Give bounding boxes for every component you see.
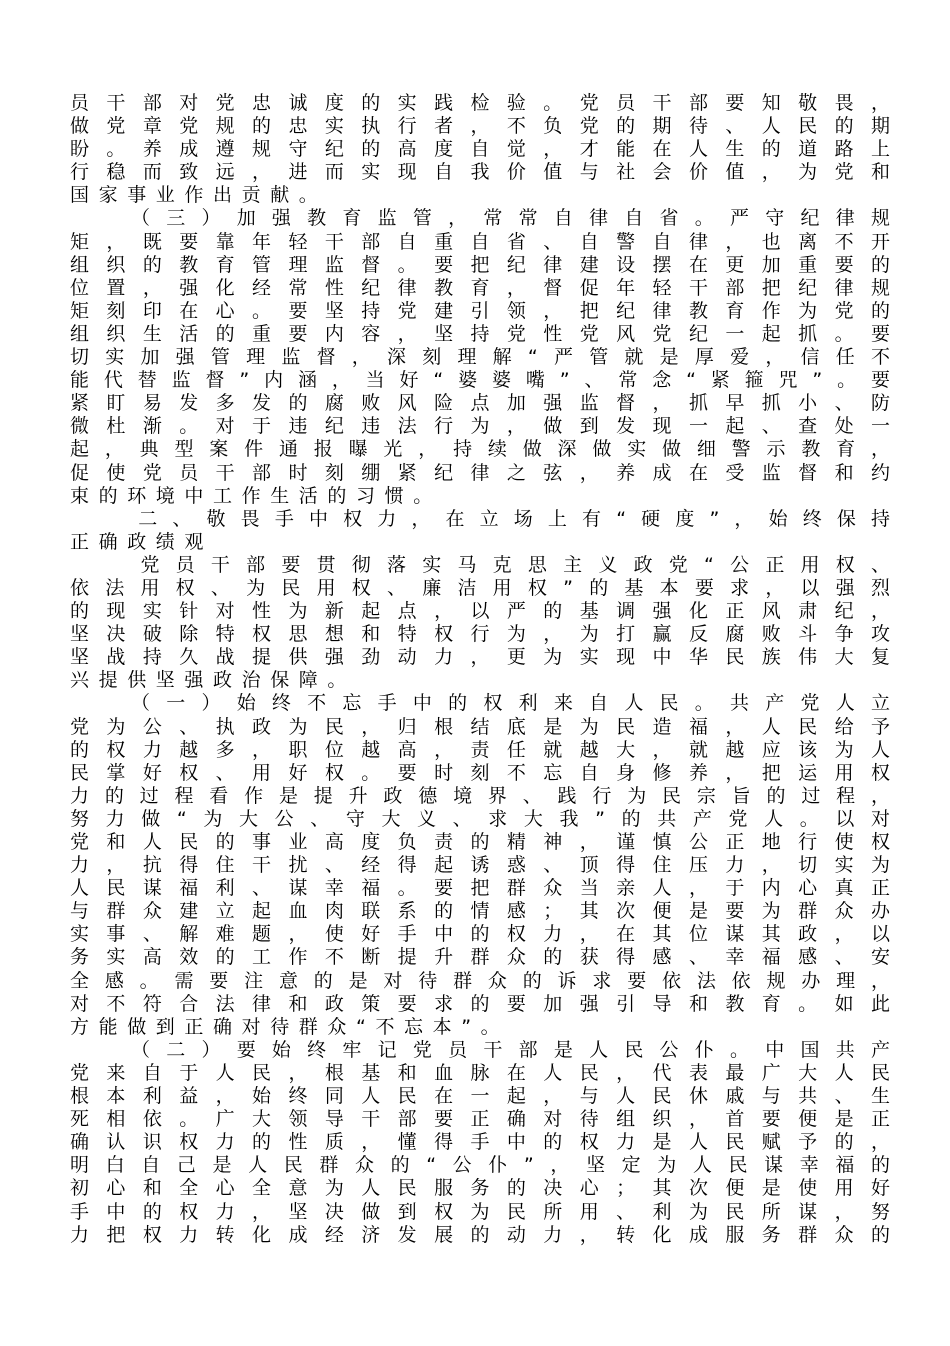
text-line: 位置，强化经常性纪律教育，督促年轻干部把纪律规 [70,276,890,299]
text-line: 兴提供坚强政治保障。 [70,669,357,692]
text-line: 初心和全心全意为人民服务的决心；其次便是使用好 [70,1177,890,1200]
text-line: 党员干部要贯彻落实马克思主义政党“公正用权、 [70,553,890,576]
text-line: 国家事业作出贡献。 [70,184,328,207]
text-line: 实事、解难题，使好手中的权力，在其位谋其政，以 [70,923,890,946]
text-line: 坚决破除特权思想和特权行为，为打赢反腐败斗争攻 [70,623,890,646]
text-line: 盼。养成遵规守纪的高度自觉，才能在人生的道路上 [70,138,890,161]
text-line: 正确政绩观 [70,530,214,553]
text-line: 全感。需要注意的是对待群众的诉求要依法依规办理， [70,969,890,992]
text-line: 务实高效的工作不断提升群众的获得感、幸福感、安 [70,946,890,969]
text-line: 根本利益，始终同人民在一起，与人民休戚与共、生 [70,1085,890,1108]
text-line: 的现实针对性为新起点，以严的基调强化正风肃纪， [70,600,890,623]
text-line: 死相依。广大领导干部要正确对待组织，首要便是正 [70,1108,890,1131]
text-line: 组织生活的重要内容，坚持党性党风党纪一起抓。要 [70,322,890,345]
text-line: 的权力越多，职位越高，责任就越大，就越应该为人 [70,738,890,761]
text-line: 能代替监督”内涵，当好“婆婆嘴”、常念“紧箍咒”。要 [70,369,890,392]
text-line: 矩，既要靠年轻干部自重自省、自警自律，也离不开 [70,230,890,253]
body-text [70,92,890,1247]
text-line: 二、敬畏手中权力，在立场上有“硬度”，始终保持 [70,507,890,530]
text-line: 力的过程看作是提升政德境界、践行为民宗旨的过程， [70,784,890,807]
text-line: 力把权力转化成经济发展的动力，转化成服务群众的 [70,1223,890,1246]
text-line: 坚战持久战提供强劲动力，更为实现中华民族伟大复 [70,646,890,669]
text-line: 力，抗得住干扰、经得起诱惑、顶得住压力，切实为 [70,854,890,877]
text-line: 手中的权力，坚决做到权为民所用、利为民所谋，努 [70,1200,890,1223]
text-line: 努力做“为大公、守大义、求大我”的共产党人。以对 [70,807,890,830]
text-line: 行稳而致远，进而实现自我价值与社会价值，为党和 [70,161,890,184]
text-line: 矩刻印在心。要坚持党建引领，把纪律教育作为党的 [70,299,890,322]
text-line: （三）加强教育监管，常常自律自省。严守纪律规 [70,207,890,230]
text-line: 人民谋福利、谋幸福。要把群众当亲人，于内心真正 [70,877,890,900]
text-line: 与群众建立起血肉联系的情感；其次便是要为群众办 [70,900,890,923]
text-line: 微杜渐。对于违纪违法行为，做到发现一起、查处一 [70,415,890,438]
text-line: 明白自己是人民群众的“公仆”，坚定为人民谋幸福的 [70,1154,890,1177]
text-line: 对不符合法律和政策要求的要加强引导和教育。如此 [70,992,890,1015]
text-line: 紧盯易发多发的腐败风险点加强监督，抓早抓小、防 [70,392,890,415]
text-line: 做党章党规的忠实执行者，不负党的期待、人民的期 [70,115,890,138]
text-line: 促使党员干部时刻绷紧纪律之弦，养成在受监督和约 [70,461,890,484]
text-line: 确认识权力的性质，懂得手中的权力是人民赋予的， [70,1131,890,1154]
text-line: 组织的教育管理监督。要把纪律建设摆在更加重要的 [70,253,890,276]
text-line: 起，典型案件通报曝光，持续做深做实做细警示教育， [70,438,890,461]
text-line: 员干部对党忠诚度的实践检验。党员干部要知敬畏， [70,92,890,114]
text-line: 党为公、执政为民，归根结底是为民造福，人民给予 [70,715,890,738]
text-line: 党来自于人民，根基和血脉在人民，代表最广大人民 [70,1061,890,1084]
text-line: 民掌好权、用好权。要时刻不忘自身修养，把运用权 [70,761,890,784]
text-line: 束的环境中工作生活的习惯。 [70,484,442,507]
text-line: （二）要始终牢记党员干部是人民公仆。中国共产 [70,1038,890,1061]
text-line: 切实加强管理监督，深刻理解“严管就是厚爱，信任不 [70,346,890,369]
text-line: 依法用权、为民用权、廉洁用权”的基本要求，以强烈 [70,576,890,599]
text-line: 方能做到正确对待群众“不忘本”。 [70,1015,510,1038]
text-line: 党和人民的事业高度负责的精神，谨慎公正地行使权 [70,831,890,853]
text-line: （一）始终不忘手中的权利来自人民。共产党人立 [70,692,890,715]
